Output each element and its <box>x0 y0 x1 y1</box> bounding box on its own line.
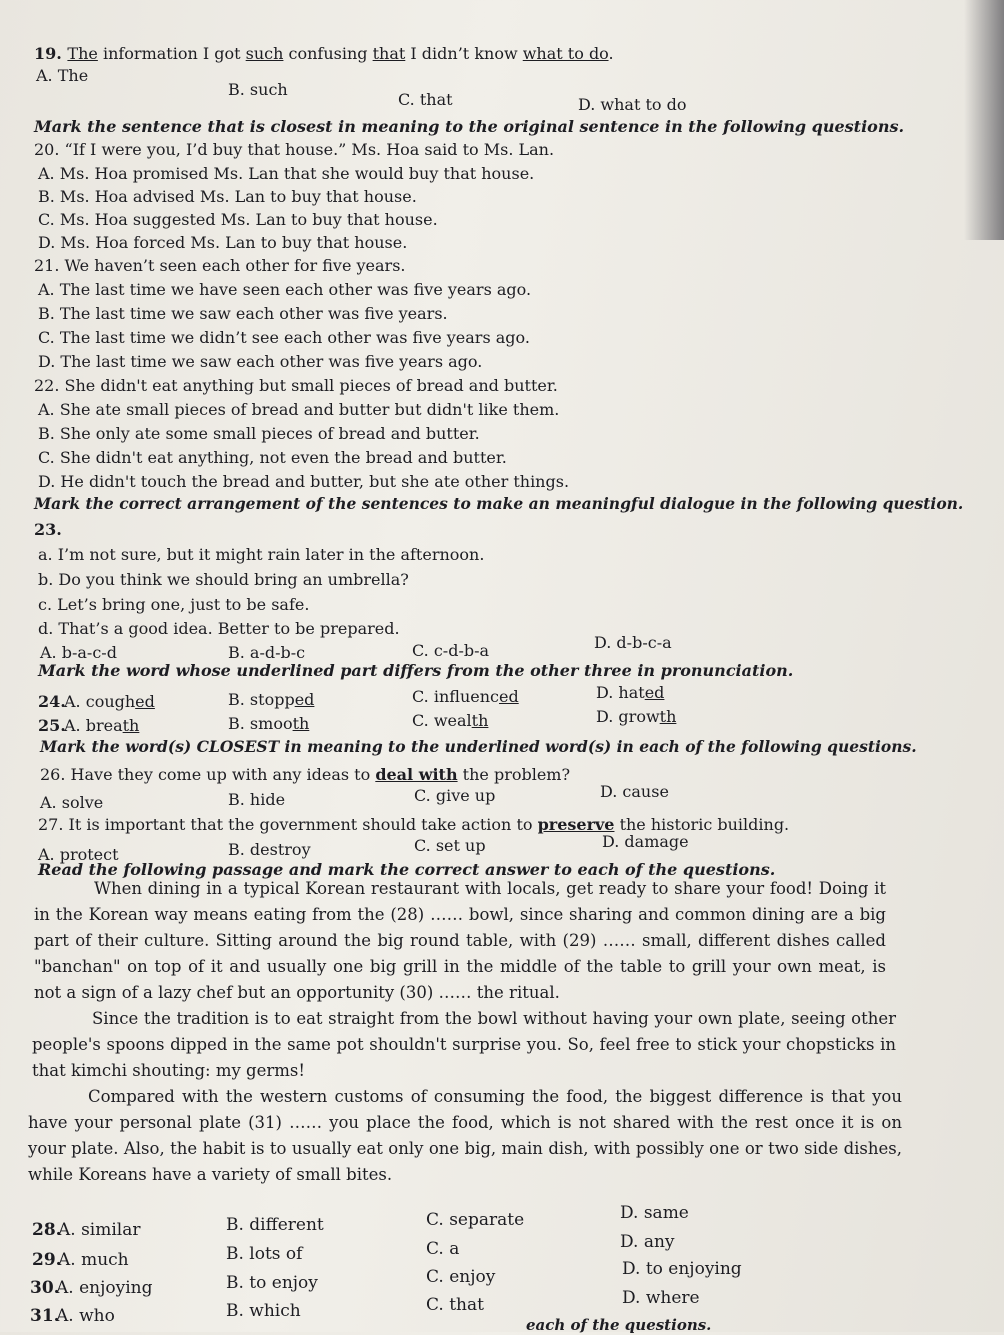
q20-option-d[interactable]: D. Ms. Hoa forced Ms. Lan to buy that house. <box>38 233 408 252</box>
question-21-stem: 21. We haven’t seen each other for five years. <box>34 256 406 275</box>
q23-line-d: d. That’s a good idea. Better to be prepared. <box>38 619 400 638</box>
q25-option-a[interactable]: A. breath <box>64 716 140 735</box>
question-29-number: 29. <box>32 1250 62 1270</box>
q24-option-c[interactable]: C. influenced <box>412 687 519 706</box>
q22-option-a[interactable]: A. She ate small pieces of bread and butter but didn't like them. <box>38 400 560 419</box>
instruction-closest-meaning: Mark the sentence that is closest in meaning to the original sentence in the following questions. <box>34 117 905 136</box>
q26-option-b[interactable]: B. hide <box>228 790 286 809</box>
q28-option-c[interactable]: C. separate <box>426 1210 525 1230</box>
q20-option-b[interactable]: B. Ms. Hoa advised Ms. Lan to buy that house. <box>38 187 417 206</box>
q23-option-d[interactable]: D. d-b-c-a <box>594 633 672 652</box>
q27-option-a[interactable]: A. protect <box>38 845 119 864</box>
instruction-passage: Read the following passage and mark the correct answer to each of the questions. <box>38 860 776 879</box>
q30-option-c[interactable]: C. enjoy <box>426 1267 496 1287</box>
q20-option-a[interactable]: A. Ms. Hoa promised Ms. Lan that she would buy that house. <box>38 164 535 183</box>
q31-option-b[interactable]: B. which <box>226 1301 301 1321</box>
q26-option-a[interactable]: A. solve <box>40 793 104 812</box>
q23-option-a[interactable]: A. b-a-c-d <box>40 643 117 662</box>
passage-paragraph-1: When dining in a typical Korean restaurant with locals, get ready to share your food! Doing it in the Korean way means eating from the (28) …… bowl, since sharing and common dining are a big part of their culture. Sitting around the big round table, with (29) …… small, different dishes called "banchan" on top of it and usually one big grill in the middle of the table to grill your own meat, is not a sign of a lazy chef but an opportunity (30) …… the ritual. <box>34 879 886 1002</box>
question-28-number: 28. <box>32 1220 62 1240</box>
q30-option-b[interactable]: B. to enjoy <box>226 1273 318 1293</box>
q23-line-b: b. Do you think we should bring an umbrella? <box>38 570 409 589</box>
q20-option-c[interactable]: C. Ms. Hoa suggested Ms. Lan to buy that house. <box>38 210 438 229</box>
q19-option-b[interactable]: B. such <box>228 80 288 99</box>
q29-option-c[interactable]: C. a <box>426 1239 460 1259</box>
page-edge-shadow <box>964 0 1004 240</box>
question-19-stem: 19. The information I got such confusing that I didn’t know what to do. <box>34 44 614 63</box>
bottom-instruction-fragment: each of the questions. <box>526 1316 712 1334</box>
q28-option-a[interactable]: A. similar <box>58 1220 141 1240</box>
passage-paragraph-2: Since the tradition is to eat straight from the bowl without having your own plate, seeing other people's spoons dipped in the same pot shouldn't surprise you. So, feel free to stick your chopsticks in that kimchi shouting: my germs! <box>32 1009 896 1080</box>
q23-line-a: a. I’m not sure, but it might rain later in the afternoon. <box>38 545 485 564</box>
q29-option-a[interactable]: A. much <box>58 1250 129 1270</box>
q31-option-d[interactable]: D. where <box>622 1288 700 1308</box>
question-22-stem: 22. She didn't eat anything but small pieces of bread and butter. <box>34 376 558 395</box>
q25-option-c[interactable]: C. wealth <box>412 711 489 730</box>
q23-option-b[interactable]: B. a-d-b-c <box>228 643 306 662</box>
q19-option-c[interactable]: C. that <box>398 90 453 109</box>
instruction-closest-word: Mark the word(s) CLOSEST in meaning to the underlined word(s) in each of the following questions. <box>40 737 917 756</box>
q31-option-a[interactable]: A. who <box>56 1306 115 1326</box>
q28-option-d[interactable]: D. same <box>620 1203 689 1223</box>
q25-option-d[interactable]: D. growth <box>596 707 677 726</box>
question-31-number: 31. <box>30 1306 60 1326</box>
question-26-stem: 26. Have they come up with any ideas to deal with the problem? <box>40 765 571 784</box>
q30-option-d[interactable]: D. to enjoying <box>622 1259 742 1279</box>
q31-option-c[interactable]: C. that <box>426 1295 484 1315</box>
q29-option-d[interactable]: D. any <box>620 1232 675 1252</box>
q30-option-a[interactable]: A. enjoying <box>56 1278 153 1298</box>
question-30-number: 30. <box>30 1278 60 1298</box>
q21-option-c[interactable]: C. The last time we didn’t see each other was five years ago. <box>38 328 530 347</box>
instruction-dialogue: Mark the correct arrangement of the sentences to make an meaningful dialogue in the following question. <box>34 494 964 513</box>
instruction-pronunciation: Mark the word whose underlined part differs from the other three in pronunciation. <box>38 661 794 680</box>
q24-option-d[interactable]: D. hated <box>596 683 665 702</box>
q27-option-d[interactable]: D. damage <box>602 832 689 851</box>
q23-line-c: c. Let’s bring one, just to be safe. <box>38 595 310 614</box>
q23-option-c[interactable]: C. c-d-b-a <box>412 641 490 660</box>
q24-option-a[interactable]: A. coughed <box>64 692 155 711</box>
q21-option-a[interactable]: A. The last time we have seen each other was five years ago. <box>38 280 532 299</box>
question-20-stem: 20. “If I were you, I’d buy that house.” Ms. Hoa said to Ms. Lan. <box>34 140 555 159</box>
q26-option-d[interactable]: D. cause <box>600 782 669 801</box>
q19-option-a[interactable]: A. The <box>36 66 89 85</box>
q22-option-c[interactable]: C. She didn't eat anything, not even the bread and butter. <box>38 448 507 467</box>
q28-option-b[interactable]: B. different <box>226 1215 324 1235</box>
q24-option-b[interactable]: B. stopped <box>228 690 315 709</box>
q29-option-b[interactable]: B. lots of <box>226 1244 303 1264</box>
q27-option-c[interactable]: C. set up <box>414 836 486 855</box>
q19-option-d[interactable]: D. what to do <box>578 95 687 114</box>
q21-option-d[interactable]: D. The last time we saw each other was five years ago. <box>38 352 483 371</box>
q25-option-b[interactable]: B. smooth <box>228 714 310 733</box>
passage-paragraph-3: Compared with the western customs of consuming the food, the biggest difference is that you have your personal plate (31) …… you place the food, which is not shared with the rest once it is on your plate. Also, the habit is to usually eat only one big, main dish, with possibly one or two side dishes, while Koreans have a variety of small bites. <box>28 1087 902 1184</box>
question-25-number: 25. <box>38 716 66 735</box>
question-23-number: 23. <box>34 520 62 539</box>
q22-option-b[interactable]: B. She only ate some small pieces of bread and butter. <box>38 424 480 443</box>
question-24-number: 24. <box>38 692 66 711</box>
question-27-stem: 27. It is important that the government should take action to preserve the historic building. <box>38 815 790 834</box>
q26-option-c[interactable]: C. give up <box>414 786 496 805</box>
q27-option-b[interactable]: B. destroy <box>228 840 311 859</box>
q21-option-b[interactable]: B. The last time we saw each other was five years. <box>38 304 448 323</box>
q22-option-d[interactable]: D. He didn't touch the bread and butter, but she ate other things. <box>38 472 570 491</box>
